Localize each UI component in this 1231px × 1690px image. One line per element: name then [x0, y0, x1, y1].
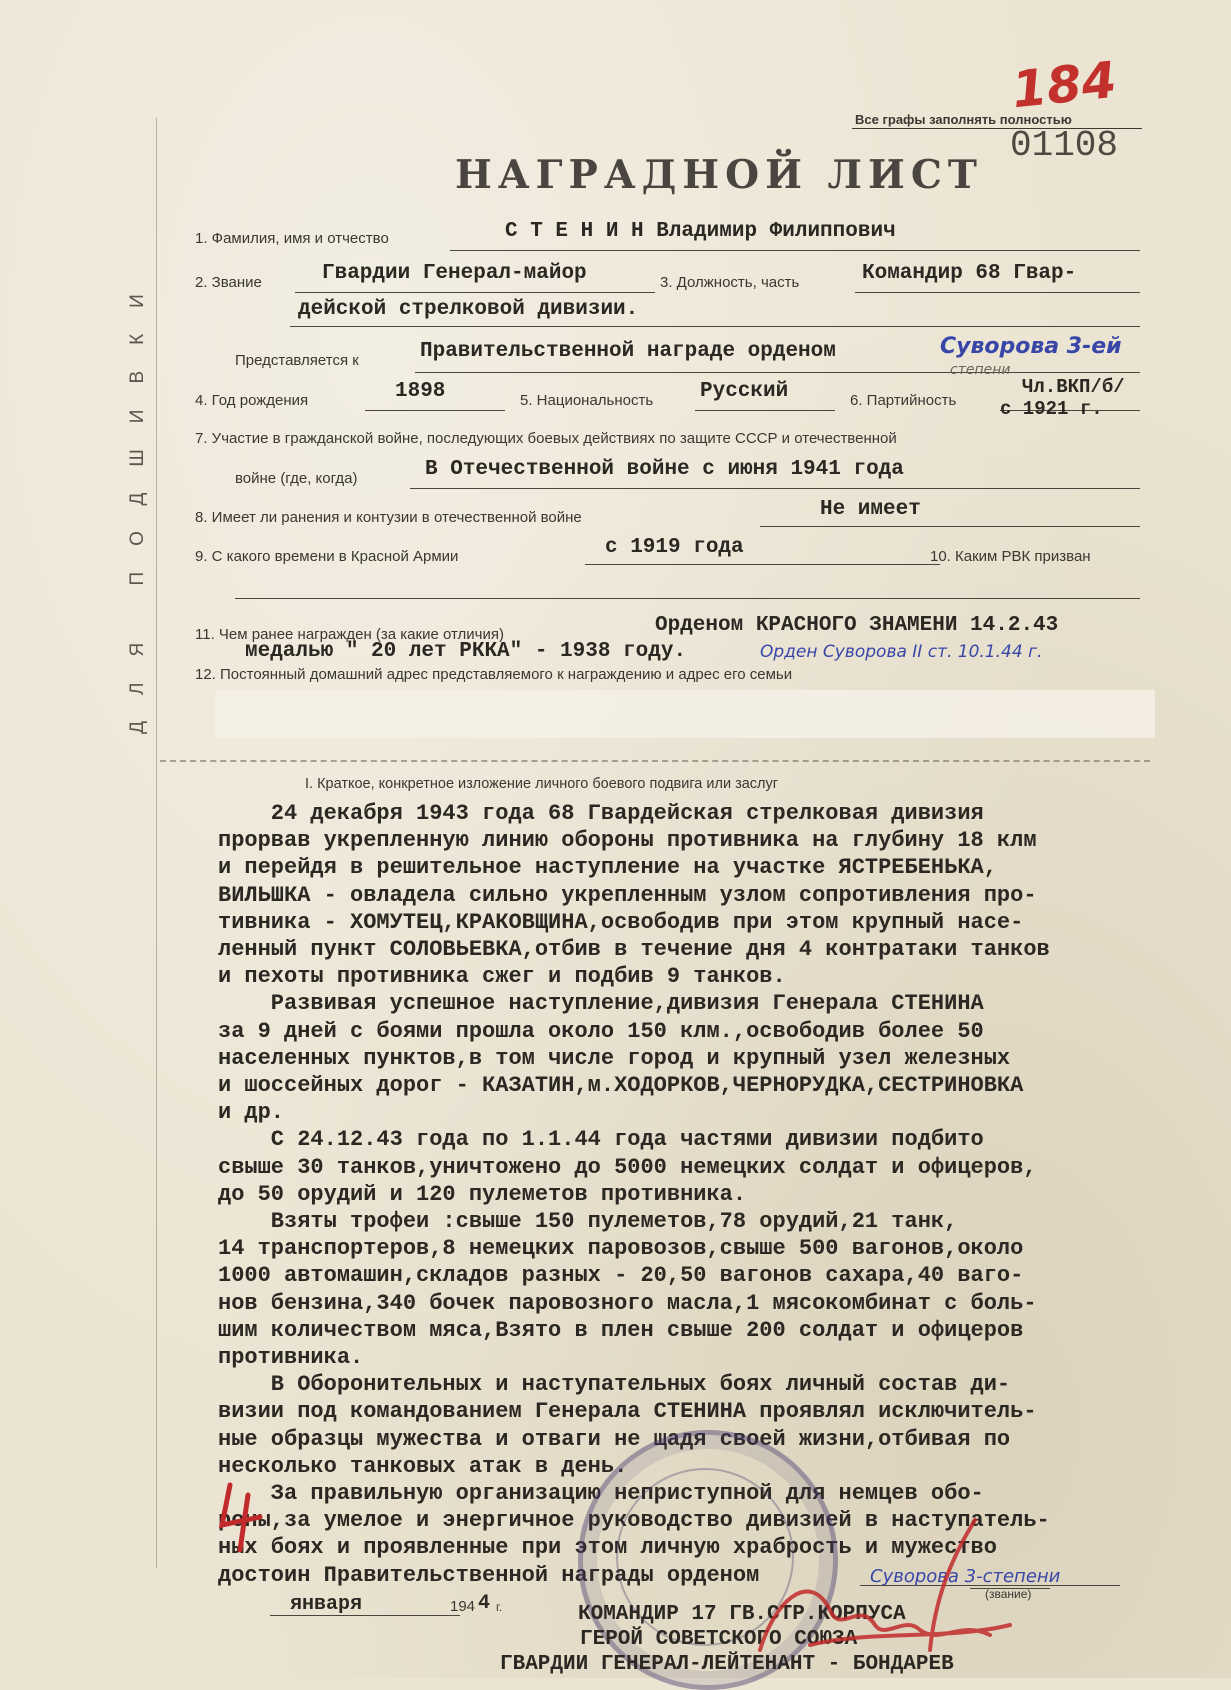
- narrative-line: свыше 30 танков,уничтожено до 5000 немецких солдат и офицеров,: [218, 1154, 1037, 1180]
- field-2-line: [295, 292, 655, 293]
- field-3-line-2: [290, 326, 1140, 327]
- narrative-line: населенных пунктов,в том числе город и крупный узел железных: [218, 1045, 1011, 1071]
- narrative-line: тивника - ХОМУТЕЦ,КРАКОВЩИНА,освободив при этом крупный насе-: [218, 909, 1024, 935]
- narrative-line: Взяты трофеи :свыше 150 пулеметов,78 орудий,21 танк,: [218, 1209, 958, 1235]
- field-4-value: 1898: [395, 380, 446, 403]
- signature-year-prefix: 194: [450, 1598, 476, 1615]
- narrative-line: визии под командованием Генерала СТЕНИНА проявлял исключитель-: [218, 1399, 1037, 1425]
- field-7-label-a: 7. Участие в гражданской войне, последующих боевых действиях по защите СССР и отечественной: [195, 430, 897, 447]
- field-9-line: [585, 564, 940, 565]
- field-7-line: [410, 488, 1140, 489]
- presentation-handwritten-2: степени: [950, 362, 1011, 378]
- signature-year-suffix: 4: [478, 1592, 491, 1615]
- date-line: [270, 1615, 460, 1616]
- serial-number: 01108: [1010, 125, 1119, 166]
- field-11-value-b: медалью " 20 лет РККА" - 1938 году.: [245, 640, 687, 663]
- narrative-line: и шоссейных дорог - КАЗАТИН,м.ХОДОРКОВ,ЧЕРНОРУДКА,СЕСТРИНОВКА: [218, 1073, 1024, 1099]
- field-3-line: [855, 292, 1140, 293]
- signer-line-1: КОМАНДИР 17 ГВ.СТР.КОРПУСА: [578, 1603, 906, 1626]
- field-9-value: с 1919 года: [605, 536, 744, 559]
- fill-instruction: Все графы заполнять полностью: [855, 112, 1072, 127]
- field-5-label: 5. Национальность: [520, 392, 654, 409]
- margin-line: [156, 118, 157, 1568]
- field-10-label: 10. Каким РВК призван: [930, 548, 1091, 565]
- field-6-value: Чл.ВКП/б/: [1022, 376, 1125, 398]
- field-11-label: 11. Чем ранее награжден (за какие отличия): [195, 626, 504, 643]
- narrative-line: ных боях и проявленные при этом личную храбрость и мужество: [218, 1535, 997, 1561]
- field-6-value-2: с 1921 г.: [1000, 398, 1103, 420]
- narrative-line: С 24.12.43 года по 1.1.44 года частями дивизии подбито: [218, 1127, 984, 1153]
- signature-month: января: [290, 1593, 363, 1616]
- field-4-line: [365, 410, 505, 411]
- field-7-label-b: войне (где, когда): [235, 470, 358, 487]
- field-1-label: 1. Фамилия, имя и отчество: [195, 230, 389, 247]
- narrative-line: ленный пункт СОЛОВЬЕВКА,отбив в течение дня 4 контратаки танков: [218, 937, 1050, 963]
- field-7-value: В Отечественной войне с июня 1941 года: [425, 458, 904, 481]
- field-2-value: Гвардии Генерал-майор: [322, 262, 587, 285]
- field-8-label: 8. Имеет ли ранения и контузии в отечественной войне: [195, 509, 582, 526]
- signer-line-2: ГЕРОЙ СОВЕТСКОГО СОЮЗА: [580, 1628, 858, 1651]
- narrative-line: В Оборонительных и наступательных боях личный состав ди-: [218, 1372, 1011, 1398]
- red-signature: [720, 1450, 1030, 1678]
- narrative-line: до 50 орудий и 120 пулеметов противника.: [218, 1181, 747, 1207]
- narrative-line: ВИЛЬШКА - овладела сильно укрепленным узлом сопротивления про-: [218, 882, 1037, 908]
- narrative-line: достоин Правительственной награды орденом: [218, 1562, 760, 1588]
- narrative-line: За правильную организацию неприступной для немцев обо-: [218, 1481, 984, 1507]
- narrative-line: несколько танковых атак в день.: [218, 1453, 628, 1479]
- narrative-line: 24 декабря 1943 года 68 Гвардейская стрелковая дивизия: [218, 801, 984, 826]
- narrative-line: прорвав укрепленную линию обороны противника на глубину 18 клм: [218, 828, 1037, 854]
- field-3-value-b: дейской стрелковой дивизии.: [298, 298, 639, 321]
- narrative-line: нов бензина,340 бочек паровозного масла,1 мясокомбинат с боль-: [218, 1290, 1037, 1316]
- signer-line-3: ГВАРДИИ ГЕНЕРАЛ-ЛЕЙТЕНАНТ - БОНДАРЕВ: [500, 1653, 954, 1676]
- field-12-label: 12. Постоянный домашний адрес представляемого к награждению и адрес его семьи: [195, 666, 793, 683]
- field-1-value: С Т Е Н И Н Владимир Филиппович: [505, 220, 896, 243]
- narrative-line: роны,за умелое и энергичное руководство дивизией в наступатель-: [218, 1508, 1050, 1534]
- field-11-handwritten: Орден Суворова II ст. 10.1.44 г.: [760, 642, 1043, 662]
- narrative-line: и пехоты противника сжег и подбив 9 танков.: [218, 964, 786, 990]
- narrative-line: и др.: [218, 1100, 285, 1126]
- narrative-line: за 9 дней с боями прошла около 150 клм.,освободив более 50: [218, 1018, 984, 1044]
- presentation-line: [415, 372, 1140, 373]
- signature-year-mark: г.: [496, 1600, 503, 1614]
- field-10-line: [235, 598, 1140, 599]
- field-5-line: [695, 410, 835, 411]
- field-6-label: 6. Партийность: [850, 392, 957, 409]
- narrative-line: ные образцы мужества и отваги не щадя своей жизни,отбивая по: [218, 1426, 1011, 1452]
- section-heading: I. Краткое, конкретное изложение личного боевого подвига или заслуг: [305, 776, 779, 792]
- presentation-value: Правительственной награде орденом: [420, 340, 836, 363]
- handwritten-number: 184: [1009, 50, 1120, 120]
- presentation-handwritten: Суворова 3-ей: [940, 334, 1122, 359]
- field-3-label: 3. Должность, часть: [660, 274, 800, 291]
- field-9-label: 9. С какого времени в Красной Армии: [195, 548, 459, 565]
- narrative-line: 1000 автомашин,складов разных - 20,50 вагонов сахара,40 ваго-: [218, 1263, 1024, 1289]
- field-8-value: Не имеет: [820, 498, 921, 521]
- narrative-line: противника.: [218, 1345, 364, 1371]
- field-4-label: 4. Год рождения: [195, 392, 309, 409]
- closing-handwritten: Суворова 3-степени: [870, 1566, 1061, 1587]
- field-2-label: 2. Звание: [195, 274, 262, 291]
- field-1-line: [450, 250, 1140, 251]
- narrative-line: шим количеством мяса,Взято в плен свыше 200 солдат и офицеров: [218, 1317, 1024, 1343]
- rank-caption: (звание): [985, 1587, 1032, 1601]
- document-title: НАГРАДНОЙ ЛИСТ: [455, 152, 983, 198]
- narrative-line: 14 транспортеров,8 немецких паровозов,свыше 500 вагонов,около: [218, 1236, 1024, 1262]
- redacted-address-area: [215, 690, 1155, 738]
- field-11-value-a: Орденом КРАСНОГО ЗНАМЕНИ 14.2.43: [655, 614, 1059, 637]
- narrative-line: и перейдя в решительное наступление на участке ЯСТРЕБЕНЬКА,: [218, 855, 997, 881]
- narrative-line: Развивая успешное наступление,дивизия Генерала СТЕНИНА: [218, 991, 984, 1017]
- field-5-value: Русский: [700, 380, 789, 403]
- presentation-label: Представляется к: [235, 352, 359, 369]
- section-divider: [160, 760, 1150, 762]
- field-3-value-a: Командир 68 Гвар-: [862, 262, 1077, 285]
- field-8-line: [760, 526, 1140, 527]
